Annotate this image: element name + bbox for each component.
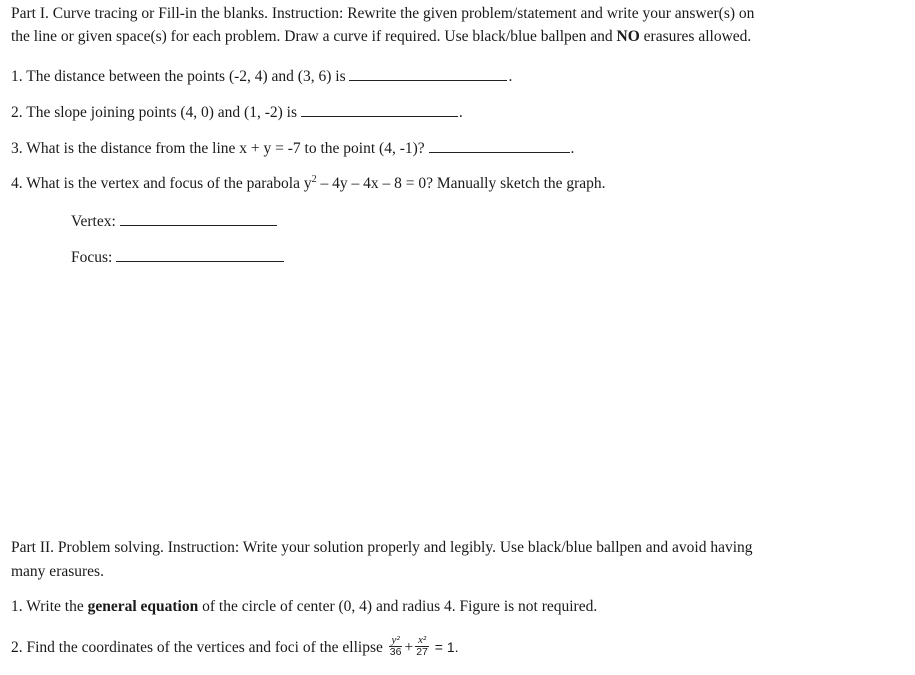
part1-instruction-line2: the line or given space(s) for each problem. Draw a curve if required. Use black/blue ballpen and NO erasures allowed.	[11, 28, 752, 45]
question-1: 1. The distance between the points (-2, 4) and (3, 6) is .	[11, 68, 513, 85]
question-3: 3. What is the distance from the line x + y = -7 to the point (4, -1)? .	[11, 140, 575, 157]
vertex-blank[interactable]	[120, 211, 277, 226]
ellipse-fraction-x: $\frac{\text{x²}}{27}$	[416, 634, 428, 658]
general-equation-emphasis: general equation	[87, 598, 199, 615]
vertex-label: Vertex:	[71, 213, 116, 230]
part2-question-2: 2. Find the coordinates of the vertices and foci of the ellipse $\frac{\text{y²}}{36}$ + $\frac{\text{x²}}{27}$ = 1.	[11, 634, 459, 658]
focus-label: Focus:	[71, 249, 113, 266]
part1-instruction-line1: Part I. Curve tracing or Fill-in the blanks. Instruction: Rewrite the given problem/statement and write your answer(s) on	[11, 5, 755, 22]
question-4: 4. What is the vertex and focus of the parabola $y^2 - 4y - 4x - 8 = 0$? Manually sketch the graph.	[11, 173, 606, 192]
focus-row	[71, 247, 284, 267]
answer-blank-3[interactable]	[429, 138, 570, 153]
answer-blank-1[interactable]	[349, 66, 507, 81]
part2-question-1: 1. Write the general equation of the circle of center (0, 4) and radius 4. Figure is not required.	[11, 598, 598, 615]
part2-instruction-line2: many erasures.	[11, 563, 104, 580]
no-emphasis: NO	[616, 28, 640, 45]
answer-blank-2[interactable]	[301, 102, 458, 117]
ellipse-fraction-y: $\frac{\text{y²}}{36}$	[389, 634, 402, 658]
question-2: 2. The slope joining points (4, 0) and (1, -2) is .	[11, 104, 463, 121]
part2-instruction-line1: Part II. Problem solving. Instruction: Write your solution properly and legibly. Use black/blue ballpen and avoid having	[11, 539, 753, 556]
focus-blank[interactable]	[116, 247, 284, 262]
vertex-row	[71, 211, 277, 231]
